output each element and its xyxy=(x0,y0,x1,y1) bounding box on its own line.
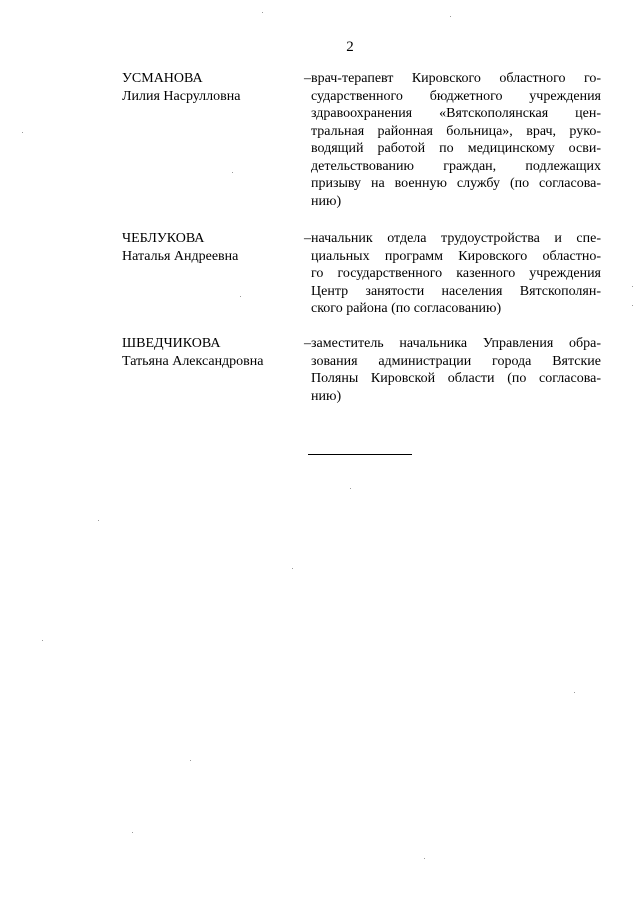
closing-rule xyxy=(308,454,412,455)
position-line: Поляны Кировской области (по согласова- xyxy=(311,371,601,386)
member-surname: УСМАНОВА xyxy=(122,71,203,86)
scan-speck xyxy=(350,488,351,489)
scan-speck xyxy=(424,858,425,859)
dash-separator: – xyxy=(304,71,311,86)
scan-speck xyxy=(42,640,43,641)
scan-speck xyxy=(632,286,633,287)
scan-speck xyxy=(632,305,633,306)
position-line: циальных программ Кировского областно- xyxy=(311,248,601,264)
position-line: врач-терапевт Кировского областного го- xyxy=(311,71,601,86)
member-given-name: Татьяна Александровна xyxy=(122,353,264,369)
page-number: 2 xyxy=(346,39,354,55)
member-name xyxy=(122,70,297,105)
position-line: ского района (по согласованию) xyxy=(311,301,502,316)
position-line: призыву на военную службу (по согласова- xyxy=(311,176,601,191)
dash-separator: – xyxy=(304,231,311,246)
member-given-name: Наталья Андреевна xyxy=(122,248,239,264)
position-line: начальник отдела трудоустройства и спе- xyxy=(311,231,601,246)
scan-speck xyxy=(232,172,233,173)
position-line: детельствованию граждан, подлежащих xyxy=(311,158,601,174)
position-line: здравоохранения «Вятскополянская цен- xyxy=(311,106,601,121)
position-line: Центр занятости населения Вятскополян- xyxy=(311,283,601,299)
position-line: зования администрации города Вятские xyxy=(311,353,601,369)
scan-speck xyxy=(574,692,575,693)
member-given-name: Лилия Насрулловна xyxy=(122,88,241,104)
member-surname: ШВЕДЧИКОВА xyxy=(122,336,221,351)
scan-speck xyxy=(132,832,133,833)
position-line: сударственного бюджетного учреждения xyxy=(311,88,601,104)
member-position xyxy=(311,335,601,405)
position-line: нию) xyxy=(311,193,342,209)
scan-speck xyxy=(190,760,191,761)
scan-speck xyxy=(292,568,293,569)
member-name xyxy=(122,335,297,370)
scan-speck xyxy=(450,16,451,17)
position-line: нию) xyxy=(311,388,342,404)
scan-speck xyxy=(240,296,241,297)
member-position xyxy=(311,70,601,210)
member-surname: ЧЕБЛУКОВА xyxy=(122,231,205,246)
position-line: го государственного казенного учреждения xyxy=(311,266,601,281)
dash-separator: – xyxy=(304,336,311,351)
position-line: заместитель начальника Управления обра- xyxy=(311,336,601,351)
scan-speck xyxy=(98,520,99,521)
scan-speck xyxy=(262,12,263,13)
scan-speck xyxy=(22,132,23,133)
position-line: тральная районная больница», врач, руко- xyxy=(311,123,601,139)
position-line: водящий работой по медицинскому осви- xyxy=(311,141,601,156)
member-name xyxy=(122,230,297,265)
member-position xyxy=(311,230,601,318)
